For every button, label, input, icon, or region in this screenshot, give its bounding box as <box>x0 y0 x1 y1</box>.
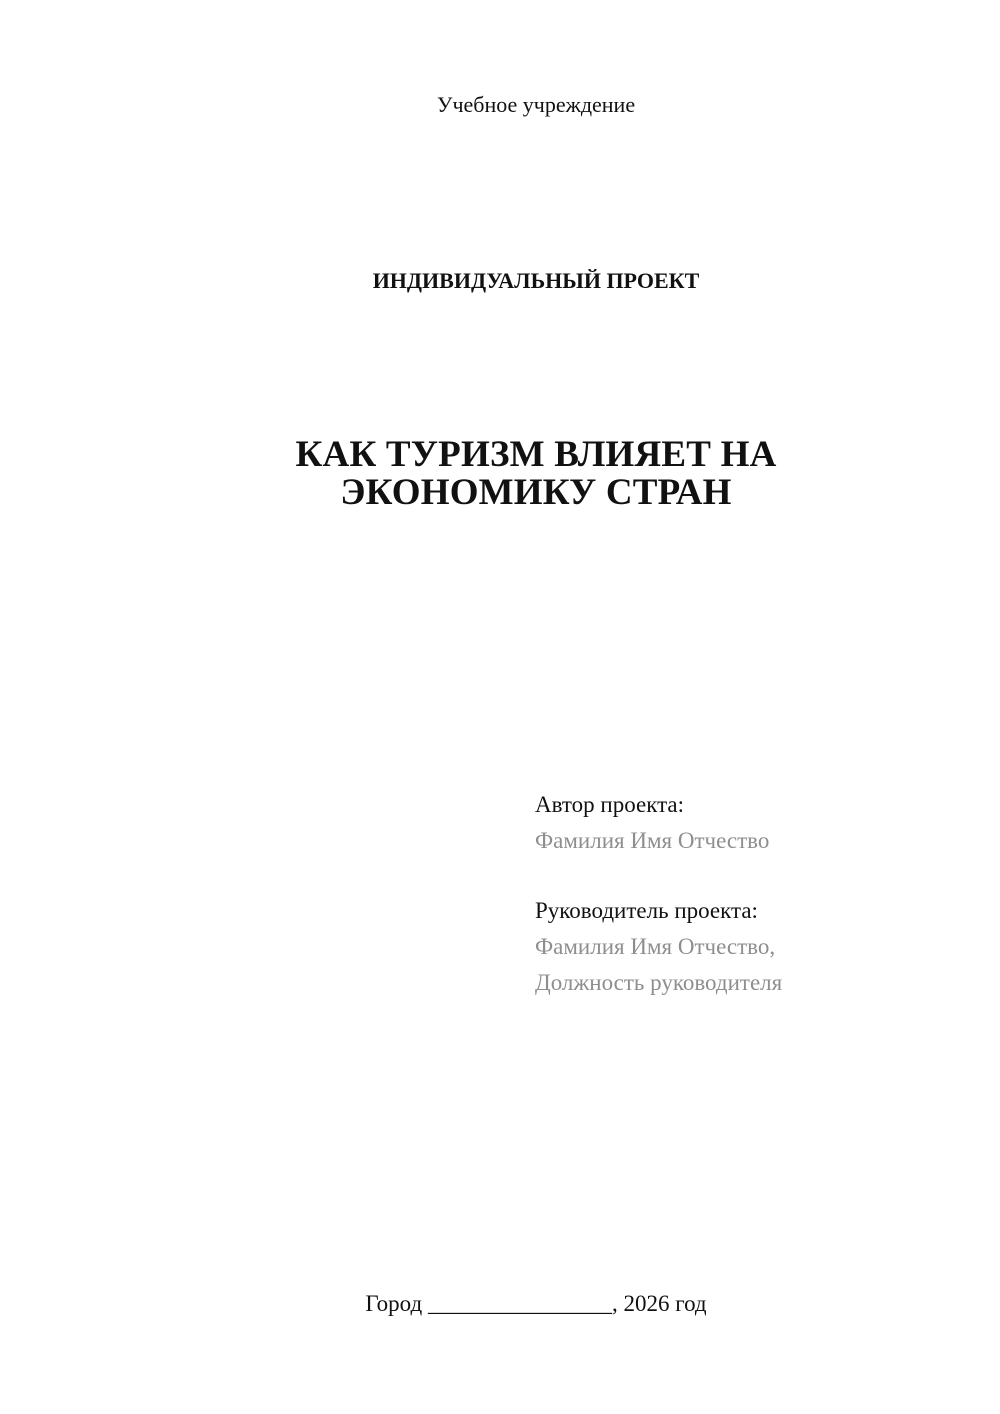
author-block <box>535 787 975 859</box>
supervisor-name: Фамилия Имя Отчество, <box>535 934 776 959</box>
author-name: Фамилия Имя Отчество <box>535 828 770 853</box>
supervisor-label: Руководитель проекта: <box>535 898 758 923</box>
city-year-line: Город ________________, 2026 год <box>365 1291 707 1316</box>
project-title-line-1: КАК ТУРИЗМ ВЛИЯЕТ НА <box>295 434 777 475</box>
project-title-line-2: ЭКОНОМИКУ СТРАН <box>340 472 732 513</box>
credits-block <box>535 787 975 1035</box>
author-label: Автор проекта: <box>535 792 684 817</box>
supervisor-position: Должность руководителя <box>535 970 783 995</box>
supervisor-block <box>535 893 975 1001</box>
project-title <box>0 436 1000 512</box>
document-type: ИНДИВИДУАЛЬНЫЙ ПРОЕКТ <box>372 268 700 293</box>
institution-name: Учебное учреждение <box>436 92 636 117</box>
